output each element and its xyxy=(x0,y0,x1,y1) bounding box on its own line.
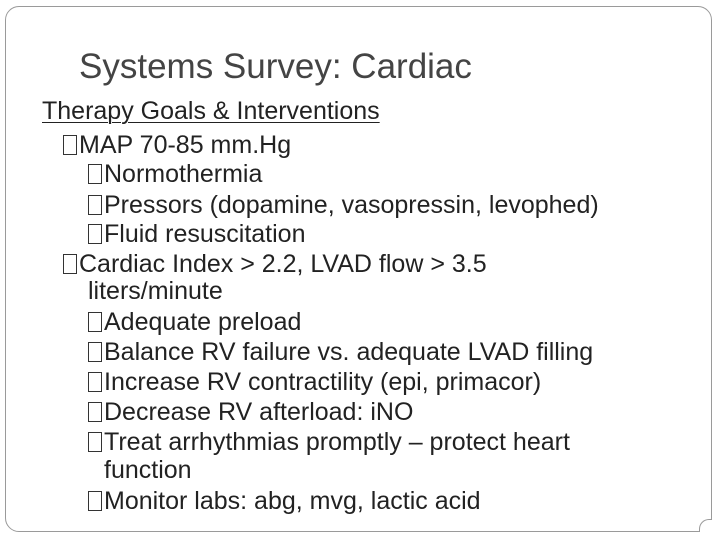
bullet-box-icon xyxy=(88,312,102,332)
bullet-text: Monitor labs: abg, mvg, lactic acid xyxy=(104,487,481,515)
bullet-item-arrhythmias xyxy=(88,427,570,457)
bullet-continuation: function xyxy=(104,456,192,484)
corner-fold xyxy=(699,519,712,532)
bullet-item-rv-afterload xyxy=(88,397,413,427)
bullet-box-icon xyxy=(63,254,77,274)
bullet-text: Balance RV failure vs. adequate LVAD filling xyxy=(104,338,594,366)
bullet-box-icon xyxy=(88,402,102,422)
bullet-box-icon xyxy=(88,164,102,184)
bullet-item-rv-contractility xyxy=(88,367,541,397)
section-heading: Therapy Goals & Interventions xyxy=(42,97,380,125)
bullet-text: Pressors (dopamine, vasopressin, levophed) xyxy=(104,191,599,219)
bullet-text: Normothermia xyxy=(104,160,263,188)
bullet-continuation: liters/minute xyxy=(88,277,223,305)
bullet-item-preload xyxy=(88,307,301,337)
bullet-box-icon xyxy=(88,372,102,392)
bullet-text: Adequate preload xyxy=(104,308,302,336)
bullet-item-fluid xyxy=(88,219,305,249)
bullet-text: Decrease RV afterload: iNO xyxy=(104,398,414,426)
bullet-text: Treat arrhythmias promptly – protect heart xyxy=(104,428,570,456)
bullet-text: Increase RV contractility (epi, primacor) xyxy=(104,368,542,396)
bullet-box-icon xyxy=(88,432,102,452)
bullet-text: MAP 70-85 mm.Hg xyxy=(79,131,292,159)
bullet-item-pressors xyxy=(88,190,599,220)
bullet-item-cardiac-index xyxy=(63,249,487,279)
bullet-item-monitor-labs xyxy=(88,486,481,516)
bullet-item-map xyxy=(63,130,291,160)
bullet-box-icon xyxy=(88,491,102,511)
bullet-item-normothermia xyxy=(88,159,262,189)
bullet-text: Cardiac Index > 2.2, LVAD flow > 3.5 xyxy=(79,250,487,278)
bullet-box-icon xyxy=(88,195,102,215)
bullet-box-icon xyxy=(88,342,102,362)
bullet-box-icon xyxy=(88,224,102,244)
bullet-item-balance-rv xyxy=(88,337,593,367)
slide-title: Systems Survey: Cardiac xyxy=(79,47,472,86)
bullet-box-icon xyxy=(63,135,77,155)
bullet-text: Fluid resuscitation xyxy=(104,220,306,248)
